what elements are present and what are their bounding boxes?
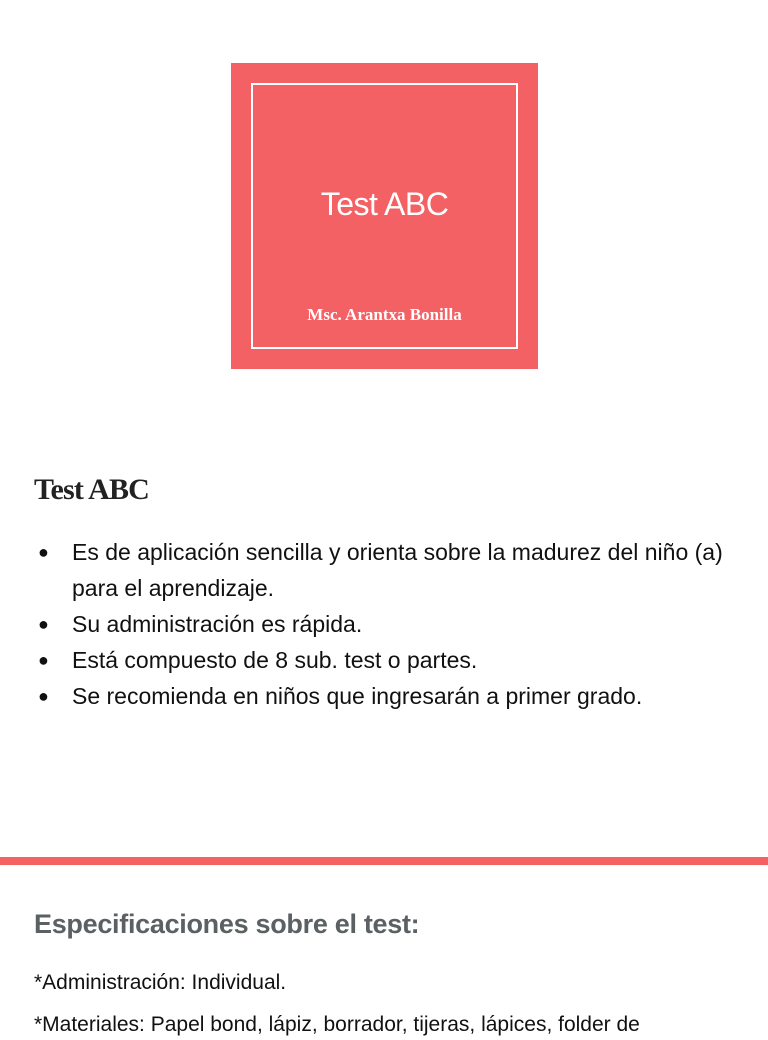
bullet-text: Es de aplicación sencilla y orienta sobre la madurez del niño (a) para el aprendizaje. [72, 539, 723, 601]
spec-line-materials: *Materiales: Papel bond, lápiz, borrador, tijeras, lápices, folder de [34, 1013, 640, 1036]
section-title: Test ABC [34, 473, 150, 506]
bullet-text: Se recomienda en niños que ingresarán a primer grado. [72, 683, 643, 709]
bullet-dot-icon: ● [38, 614, 49, 634]
bullet-dot-icon: ● [38, 686, 49, 706]
cover-author: Msc. Arantxa Bonilla [307, 305, 462, 324]
cover-title: Test ABC [320, 186, 449, 222]
bullet-item [34, 642, 734, 678]
specs-title: Especificaciones sobre el test: [34, 909, 420, 939]
spec-line-administration: *Administración: Individual. [34, 971, 287, 994]
bullet-item [34, 606, 734, 642]
bullet-text: Su administración es rápida. [72, 611, 363, 637]
bullet-list [34, 534, 734, 714]
bullet-text: Está compuesto de 8 sub. test o partes. [72, 647, 478, 673]
section-divider [0, 857, 768, 865]
bullet-dot-icon: ● [38, 650, 49, 670]
bullet-dot-icon: ● [38, 542, 49, 562]
cover-card [231, 63, 538, 369]
bullet-item [34, 678, 734, 714]
bullet-item [34, 534, 734, 606]
cover-frame [251, 83, 518, 349]
